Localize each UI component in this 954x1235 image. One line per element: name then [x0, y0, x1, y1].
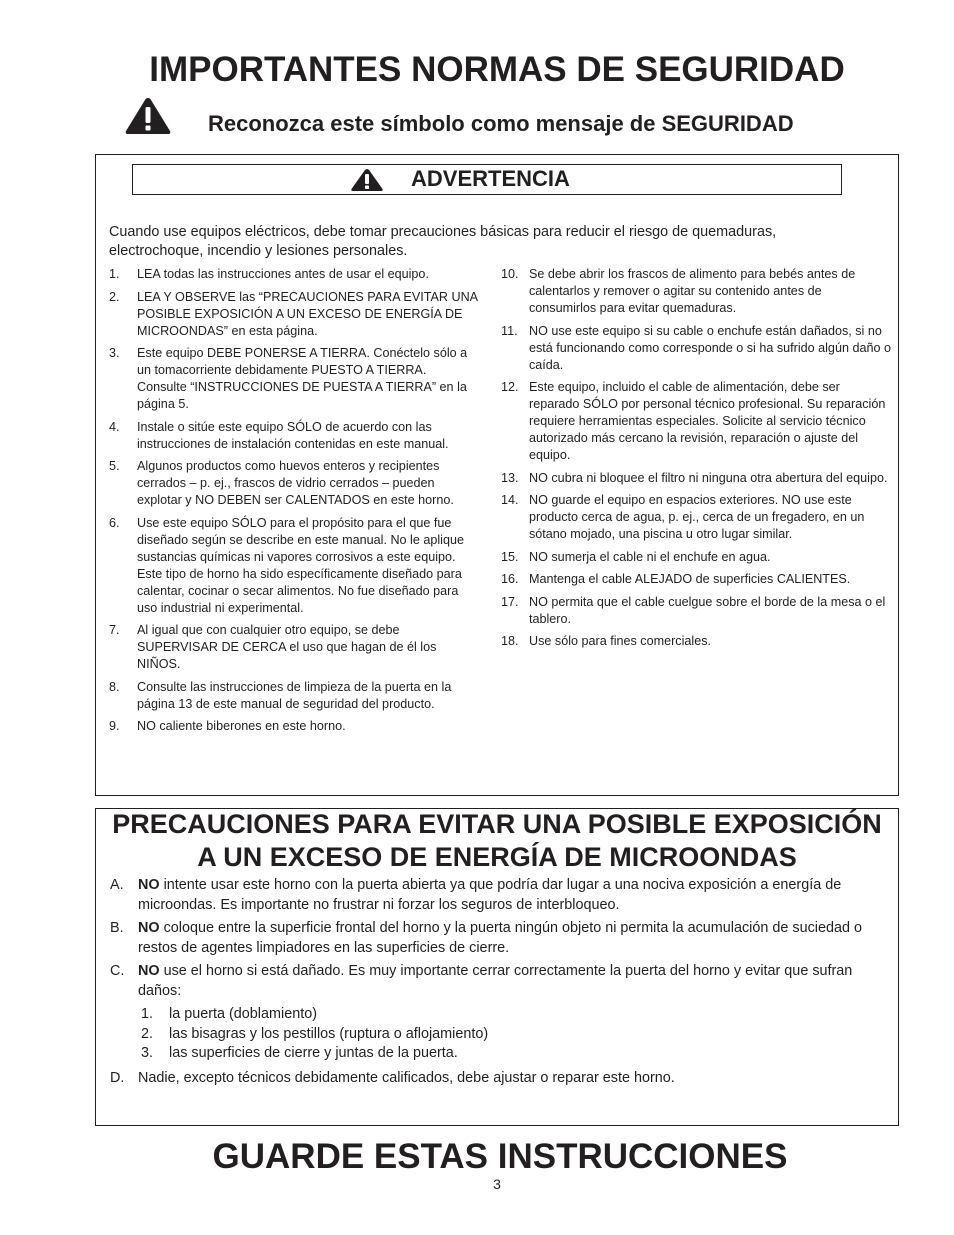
precautions-list: [110, 876, 885, 1092]
item-text: coloque entre la superficie frontal del horno y la puerta ningún objeto ni permita la acumulación de suciedad o restos de agentes limpiadores en las superficies de cierre.: [138, 920, 862, 956]
item-number: 2.: [109, 289, 120, 304]
list-item: [501, 571, 891, 588]
sub-item-number: 2.: [141, 1025, 154, 1042]
item-letter: D.: [110, 1069, 125, 1086]
item-text: NO guarde el equipo en espacios exteriores. NO use este producto cerca de agua, p. ej., cerca de un fregadero, en un sótano mojado, una piscina u otro lugar similar.: [529, 493, 865, 541]
sub-item-number: 1.: [141, 1006, 154, 1022]
list-item: [501, 549, 891, 566]
item-text: use el horno si está dañado. Es muy importante cerrar correctamente la puerta del horno y evitar que sufran daños:: [138, 963, 853, 999]
page-number: 3: [493, 1176, 501, 1192]
item-number: 7.: [109, 623, 120, 637]
item-text: Consulte las instrucciones de limpieza de la puerta en la página 13 de este manual de seguridad del producto.: [137, 679, 452, 711]
item-number: 6.: [109, 515, 120, 530]
item-text: Use sólo para fines comerciales.: [529, 634, 711, 648]
item-emphasis: NO: [138, 877, 160, 893]
list-item: [501, 470, 891, 487]
warning-triangle-icon: [124, 97, 172, 135]
warning-intro: Cuando use equipos eléctricos, debe tomar precauciones básicas para reducir el riesgo de quemaduras, electrochoque, incendio y lesiones personales.: [109, 224, 777, 259]
list-item: [501, 633, 891, 650]
footer-title: GUARDE ESTAS INSTRUCCIONES: [212, 1137, 788, 1176]
item-text: Este equipo DEBE PONERSE A TIERRA. Conéctelo sólo a un tomacorriente debidamente PUESTO A TIERRA. Consulte “INSTRUCCIONES DE PUESTA A TIERRA” en la página 5.: [137, 346, 468, 411]
item-number: 9.: [109, 719, 120, 733]
rules-list-right: [501, 266, 891, 656]
precautions-title-line2: A UN EXCESO DE ENERGÍA DE MICROONDAS: [197, 842, 797, 872]
sub-item: [110, 1044, 885, 1064]
symbol-caption: Reconozca este símbolo como mensaje de SEGURIDAD: [208, 111, 794, 136]
list-item: [109, 718, 479, 735]
list-item: [109, 679, 479, 713]
item-emphasis: NO: [138, 920, 160, 936]
item-number: 10.: [501, 267, 519, 281]
list-item: [109, 458, 479, 509]
rules-list-left: [109, 266, 479, 741]
sub-item: [110, 1025, 885, 1045]
item-text: NO cubra ni bloquee el filtro ni ninguna otra abertura del equipo.: [529, 470, 888, 485]
item-letter: C.: [110, 963, 125, 979]
sub-item-number: 3.: [141, 1045, 154, 1061]
item-letter: B.: [110, 920, 124, 936]
item-number: 8.: [109, 679, 120, 694]
item-letter: A.: [110, 877, 124, 893]
list-item: [501, 323, 891, 374]
list-item: [501, 492, 891, 543]
item-number: 4.: [109, 419, 120, 434]
item-number: 16.: [501, 572, 519, 586]
list-item: [109, 345, 479, 413]
sub-item: [110, 1005, 885, 1025]
list-item: [501, 594, 891, 628]
item-text: Se debe abrir los frascos de alimento para bebés antes de calentarlos y remover o agitar su contenido antes de consumirlos para evitar quemaduras.: [529, 267, 856, 315]
item-emphasis: NO: [138, 963, 160, 979]
sub-item-text: las superficies de cierre y juntas de la puerta.: [169, 1045, 458, 1061]
item-text: Nadie, excepto técnicos debidamente calificados, debe ajustar o reparar este horno.: [138, 1069, 675, 1086]
list-item: [501, 379, 891, 464]
list-item: [109, 266, 479, 283]
page-title: IMPORTANTES NORMAS DE SEGURIDAD: [149, 50, 845, 89]
list-item: [109, 289, 479, 340]
item-number: 11.: [501, 323, 518, 338]
warning-label: ADVERTENCIA: [411, 166, 570, 191]
item-text: Este equipo, incluido el cable de alimentación, debe ser reparado SÓLO por personal técnico profesional. Su reparación requiere herramientas especiales. Solicite al servicio técnico autorizado más cercano la revisión, reparación o ajuste del equipo.: [529, 380, 886, 462]
item-text: Algunos productos como huevos enteros y recipientes cerrados – p. ej., frascos de vidrio cerrados – pueden explotar y NO DEBEN ser CALENTADOS en este horno.: [137, 459, 454, 507]
item-text: LEA Y OBSERVE las “PRECAUCIONES PARA EVITAR UNA POSIBLE EXPOSICIÓN A UN EXCESO DE ENERGÍA DE MICROONDAS” en esta página.: [137, 289, 478, 338]
item-text: Al igual que con cualquier otro equipo, se debe SUPERVISAR DE CERCA el uso que hagan de él los NIÑOS.: [137, 623, 437, 671]
warning-triangle-icon: [350, 168, 384, 192]
precautions-title: [95, 808, 899, 874]
item-number: 3.: [109, 346, 120, 360]
sub-item-text: la puerta (doblamiento): [169, 1006, 317, 1022]
item-text: intente usar este horno con la puerta abierta ya que podría dar lugar a una nociva exposición a energía de microondas. Es importante no frustrar ni forzar los seguros de interbloqueo.: [138, 877, 842, 913]
item-number: 12.: [501, 380, 519, 394]
precautions-title-line1: PRECAUCIONES PARA EVITAR UNA POSIBLE EXPOSICIÓN: [112, 809, 882, 839]
item-number: 14.: [501, 493, 519, 507]
list-item: [109, 622, 479, 673]
item-text: LEA todas las instrucciones antes de usar el equipo.: [137, 267, 429, 281]
item-text: NO permita que el cable cuelgue sobre el borde de la mesa o el tablero.: [529, 594, 886, 626]
item-number: 5.: [109, 459, 120, 473]
precaution-item: [110, 1069, 885, 1089]
item-number: 17.: [501, 594, 519, 609]
item-number: 18.: [501, 634, 519, 648]
item-text: Use este equipo SÓLO para el propósito para el que fue diseñado según se describe en este manual. No le aplique sustancias químicas ni vapores corrosivos a este equipo. Este tipo de horno ha sido específicamente diseñado para calentar, cocinar o secar alimentos. No fue diseñado para uso industrial ni experimental.: [137, 515, 464, 615]
list-item: [109, 515, 479, 617]
item-number: 15.: [501, 549, 519, 564]
item-text: NO use este equipo si su cable o enchufe están dañados, si no está funcionando como corresponde o si ha sufrido algún daño o caída.: [529, 323, 891, 372]
item-number: 1.: [109, 267, 120, 281]
item-text: NO caliente biberones en este horno.: [137, 719, 346, 733]
item-text: NO sumerja el cable ni el enchufe en agua.: [529, 549, 771, 564]
sub-item-text: las bisagras y los pestillos (ruptura o aflojamiento): [169, 1025, 489, 1042]
item-number: 13.: [501, 470, 519, 485]
list-item: [501, 266, 891, 317]
item-text: Instale o sitúe este equipo SÓLO de acuerdo con las instrucciones de instalación contenidas en este manual.: [137, 419, 449, 451]
precaution-item: [110, 962, 885, 1001]
item-text: Mantenga el cable ALEJADO de superficies CALIENTES.: [529, 572, 851, 586]
list-item: [109, 419, 479, 453]
precaution-item: [110, 919, 885, 958]
precaution-item: [110, 876, 885, 915]
